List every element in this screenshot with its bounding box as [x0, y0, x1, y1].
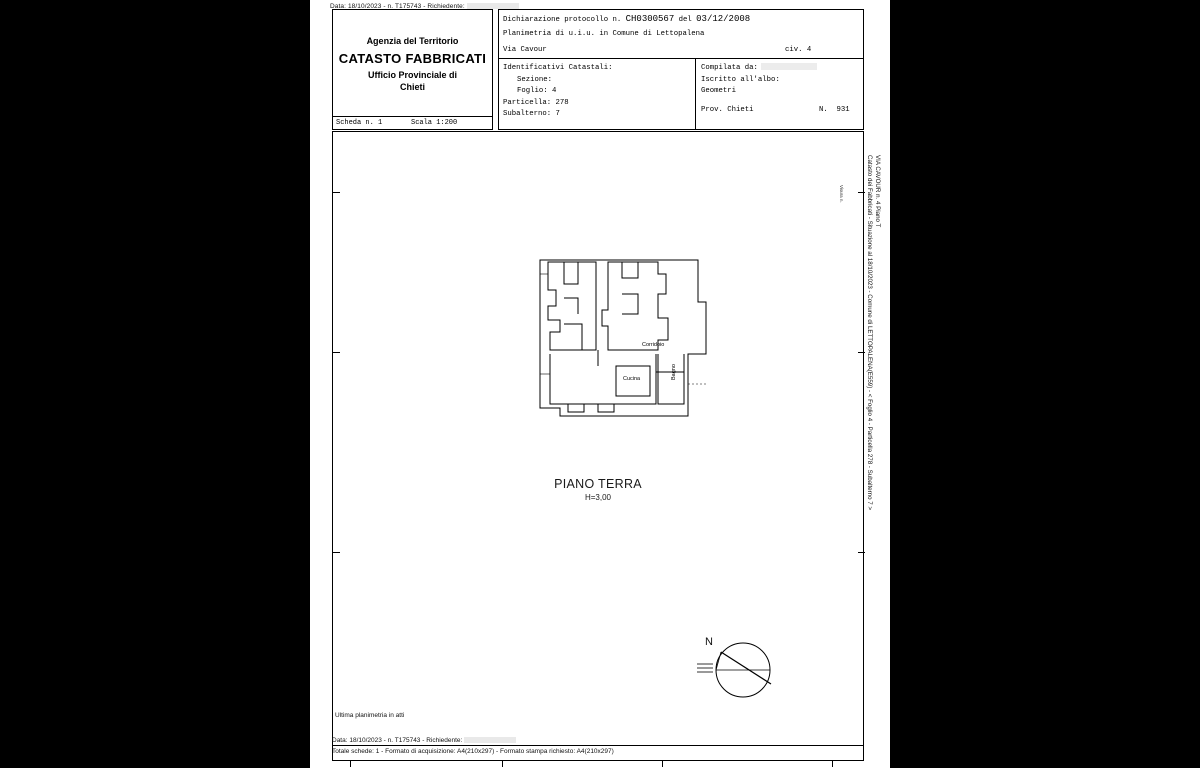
footer-line-1: [332, 737, 516, 744]
frame-tick: [858, 352, 865, 353]
civic-number: civ. 4: [785, 46, 812, 54]
floor-caption: [333, 477, 863, 502]
side-metadata-line-2: VIA CAVOUR n. 4 Piano T: [874, 155, 881, 228]
room-label-bagno: Bagno: [671, 364, 677, 380]
footer-date-text: Data: 18/10/2023 - n. T175743 - Richiedente:: [332, 737, 463, 744]
floor-plan-drawing: [538, 254, 718, 419]
compass-rose: [693, 632, 803, 702]
catasto-title: CATASTO FABBRICATI: [338, 51, 487, 66]
compilata-block: [701, 63, 850, 116]
scheda-number: Scheda n. 1: [336, 119, 383, 127]
redacted-compiler: [761, 63, 817, 70]
frame-tick: [333, 352, 340, 353]
scheda-bar: [332, 117, 493, 130]
footer-rule: [332, 745, 864, 746]
identificativi-block: [503, 63, 612, 121]
footer-tick: [350, 760, 351, 767]
frame-tick: [858, 552, 865, 553]
floor-height: H=3,00: [584, 493, 612, 502]
iscritto-title: Iscritto all'albo:: [701, 75, 780, 84]
prov-row: [701, 105, 850, 117]
document-header: [332, 9, 864, 130]
declaration-label: Dichiarazione protocollo n.: [503, 16, 622, 24]
side-metadata-line-1: Catasto dei Fabbricati - Situazione al 18/10/2023 - Comune di LETTOPALENA(E559) - < Foglio 4 - Particella 278 - Subalterno 7 >: [866, 155, 873, 511]
frame-tick: [858, 192, 865, 193]
agency-box: [332, 9, 493, 117]
address-row: [503, 46, 812, 54]
planimetry-line: Planimetria di u.i.u. in Comune di Lettopalena: [503, 30, 705, 38]
frame-tick: [333, 552, 340, 553]
compass-north-label: N: [705, 636, 713, 648]
scala-value: Scala 1:200: [411, 119, 458, 127]
redacted-requester-bottom: [464, 737, 516, 743]
document-page: [310, 0, 890, 768]
floor-title: PIANO TERRA: [554, 477, 642, 491]
declaration-row: [503, 14, 750, 24]
foglio-row: Foglio: 4: [517, 87, 557, 95]
declaration-del: del: [678, 16, 692, 24]
footer-tick: [662, 760, 663, 767]
subalterno-row: Subalterno: 7: [503, 110, 560, 118]
agency-name: Agenzia del Territorio: [366, 36, 459, 46]
ultima-planimetria-note: Ultima planimetria in atti: [335, 712, 405, 719]
iscritto-value: Geometri: [701, 87, 737, 95]
side-metadata-tiny: Visura n.: [839, 185, 844, 203]
top-header-text: Data: 18/10/2023 - n. T175743 - Richiedente:: [330, 3, 465, 10]
compilata-title: [701, 63, 817, 75]
declaration-date: 03/12/2008: [696, 14, 751, 24]
drawing-frame: [332, 131, 864, 761]
identificativi-title: Identificativi Catastali:: [503, 64, 613, 72]
room-label-cucina: Cucina: [623, 376, 641, 382]
declaration-number: CH0300567: [625, 14, 675, 24]
frame-tick: [333, 192, 340, 193]
address-value: Via Cavour: [503, 46, 547, 54]
compilata-label: Compilata da:: [701, 64, 758, 72]
side-metadata: [866, 155, 882, 735]
n-value: 931: [836, 105, 850, 114]
particella-row: Particella: 278: [503, 98, 569, 107]
footer-tick: [832, 760, 833, 767]
floor-plan: [538, 254, 718, 419]
n-label: [819, 105, 850, 117]
prov-value: Prov. Chieti: [701, 105, 754, 114]
footer-tick: [502, 760, 503, 767]
footer-line-2: Totale schede: 1 - Formato di acquisizione: A4(210x297) - Formato stampa richiesto: A4(210x297): [332, 748, 614, 755]
footer-tick-row: [332, 760, 864, 768]
office-line: Ufficio Provinciale di: [367, 70, 458, 80]
header-horizontal-rule: [499, 58, 863, 59]
room-label-corridoio: Corridoio: [642, 342, 665, 348]
n-label-text: N.: [819, 105, 828, 114]
sezione-row: Sezione:: [517, 75, 553, 84]
protocol-box: [498, 9, 864, 130]
office-city: Chieti: [399, 82, 425, 92]
header-vertical-rule: [695, 58, 696, 129]
